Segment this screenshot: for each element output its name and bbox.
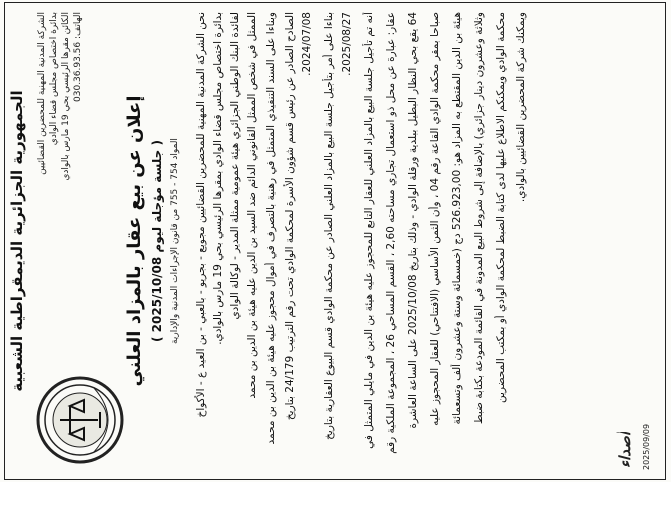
org-line: الشركة المدنية المهنية للمحضرين القضائيين [37, 12, 47, 175]
legal-reference: المواد 754 - 755 من قانون الإجراءات المدنية والإدارية [170, 138, 180, 344]
body-line: 64 يقع بحي النظار البطيل ببلدية ورقلة الوادي - وذلك بتاريخ 2025/10/08 على الساعة العاشرة [407, 12, 419, 429]
body-line: 2025/08/27. [341, 12, 353, 76]
body-line: بدائرة اختصاص مجلس قضاء الوادي بمقرها الرئيسي بحي 19 مارس بالوادي. [212, 12, 224, 345]
body-line: نحن الشركة المدنية المهنية للمحضرين القضائيين مجوبع - بجريو - بالعبي - بن العيد ع - الأكواخ [195, 12, 207, 418]
notice-subtitle: ( جلسة مؤجلة ليوم 2025/10/08 ) [150, 140, 164, 342]
body-line: ويمكنك شركة المحضرين القضائيين بالوادي. [515, 12, 527, 203]
body-line: الممثل في شخص الممثل القانوني الدائم ضد السيد بن الدين عليه هيئة بن الدين بن محمد [246, 12, 258, 399]
body-line: الصادح الصادر عن رئيس قسم شؤون الأسرة لمحكمة الوادي تحت رقم الترتيب 24/179 بتاريخ [284, 12, 296, 421]
body-line: عقار: عبارة عن محل ذو استعمال تجاري مساحته 2,60 ، القسم المساحي 26 ، المجموعة الملكية رقم [385, 12, 397, 454]
org-block [36, 12, 84, 272]
org-line: الهاتف: 030.36.93.56 [73, 12, 83, 102]
body-line: أنه تم تأجيل جلسة البيع بالمزاد العلني للعقار التابع للمحجوز عليه هيئة بن الدين في مايلي المتمثل في [363, 12, 375, 449]
body-line: بناءا على أمر بتأجيل جلسة البيع بالمزاد العلني الصادر عن محكمة الوادي قسم البيوع العقارية بتاريخ [323, 12, 335, 440]
body-line: 2024/07/08. [301, 12, 313, 76]
page-margin [0, 482, 671, 513]
body-line: لفائدة البنك الوطني الجزائري هيئة عمومية ممثلة المدير - لوكالة الوادي [229, 12, 241, 320]
publisher-logo: أصداء [616, 432, 634, 468]
republic-header: الجمهورية الجزائرية الديمقراطية الشعبية [8, 90, 26, 392]
body-line: وبناءا على السند التنفيذي المتمثل في رهنية بالتصرف في أموال محجوز عليه هيئة بن الدين بن محمد [265, 12, 277, 445]
body-line: وثلاثة وعشرون دينار جزائري) بالإضافة إلى شروط البيع المدونة في القائمة المودعة بكتابة ضبط [473, 12, 485, 425]
body-line: محكمة الوادي ويمكنكم الاطلاع عليها لدى كتابة الضبط لمحكمة الوادي أو بمكتب المحضرين [495, 12, 507, 404]
notice-title: إعلان عن بيع عقار بالمزاد العلني [124, 95, 145, 387]
notice-content [4, 2, 666, 480]
org-line: الكائن مقرها الرئيسي بحي 19 مارس بالوادي [61, 12, 71, 181]
org-line: بدائرة اختصاص مجلس قضاء الوادي [49, 12, 59, 146]
court-seal-icon [34, 374, 126, 466]
body-line: هيئة بن الدين المقتطع به المزاد هو: 526.923,00 دج (خمسمائة وستة وعشرون ألف وتسعمائة [451, 12, 463, 425]
body-line: صباحا بمقر محكمة الوادي القاعة رقم 04 ، وأن الثمن الأساسي (الافتتاحي) للعقار المحجوز عليه [429, 12, 441, 426]
publication-date: 2025/09/09 [642, 423, 651, 470]
